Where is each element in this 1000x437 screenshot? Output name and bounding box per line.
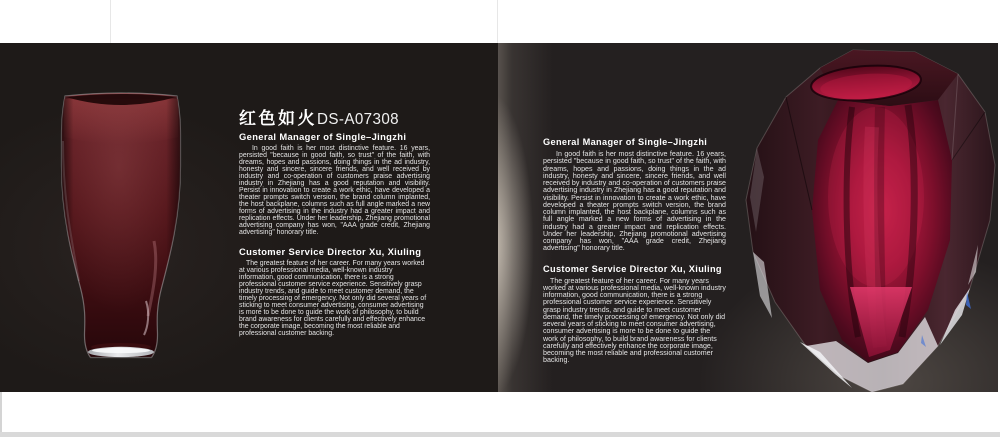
right-page-text-column (543, 137, 726, 376)
section-customer-service (543, 264, 726, 365)
section-body: In good faith is her most distinctive feature. 16 years, persisted "because in good faith, so trust" of the faith, with dreams, hopes and passions, doing things in the ad industry, honesty and sincere, sincere friends, and well received by industry and co-operation of customers praise advertising industry in Zhejiang has a good reputation and visibility. Persist in innovation to create a work ethic, have developed a theater prompts switch version, the brand column implanted, the host backplane, columns such as full angle marked a new forms of advertising in the industry had a greater impact and replication effects. Under her leadership, Zhejiang promotional advertising company has won, "AAA grade credit, Zhejiang advertising" honorary title. (239, 145, 430, 236)
section-general-manager (543, 137, 726, 253)
section-heading: General Manager of Single–Jingzhi (543, 137, 708, 147)
product-model-code: DS-A07308 (317, 111, 400, 128)
product-title-chinese: 红色如火 (239, 109, 317, 128)
section-body: The greatest feature of her career. For many years worked at various professional media, well-known industry information, good communication, there is a strong professional customer service experience. Sensitively grasp industry trends, and guide to meet customer demand, the timely processing of emergency. Not only did several years of sticking to meet consumer advertising, consumer advertising is more to be done to guide the work of philosophy, to build brand awareness for clients carefully and effectively enhance the corporate image, becoming the most reliable and professional customer backing. (543, 276, 726, 365)
catalog-page-right (498, 43, 998, 392)
section-body: The greatest feature of her career. For many years worked at various professional media, well-known industry information, good communication, there is a strong professional customer service experience. Sensitively grasp industry trends, and guide to meet customer demand, the timely processing of emergency. Not only did several years of sticking to meet consumer advertising, consumer advertising is more to be done to guide the work of philosophy, to build brand awareness for clients carefully and effectively enhance the corporate image, becoming the most reliable and professional customer backing. (239, 260, 427, 337)
section-general-manager (239, 131, 430, 236)
red-glass-vase-image (60, 91, 182, 363)
bottom-gray-strip (0, 432, 1000, 437)
product-title (239, 104, 430, 128)
catalog-page-left (0, 43, 498, 392)
section-heading: Customer Service Director Xu, Xiuling (543, 263, 722, 274)
page-stack-edge-line (110, 0, 111, 43)
spine-edge-line (497, 0, 498, 43)
section-body: In good faith is her most distinctive feature. 16 years, persisted "because in good faith, so trust" of the faith, with dreams, hopes and passions, doing things in the ad industry, honesty and sincere, sincere friends, and well received by industry and co-operation of customers praise advertising industry in Zhejiang has a good reputation and visibility. Persist in innovation to create a work ethic, have developed a theater prompts switch version, the brand column implanted, the host backplane, columns such as full angle marked a new forms of advertising in the industry had a greater impact and replication effects. Under her leadership, Zhejiang promotional advertising company has won, "AAA grade credit, Zhejiang advertising" honorary title. (543, 150, 726, 253)
faceted-crystal-vase-image (740, 47, 998, 395)
section-heading: General Manager of Single–Jingzhi (239, 131, 407, 142)
section-heading: Customer Service Director Xu, Xiuling (239, 246, 422, 257)
left-page-text-column (239, 104, 430, 347)
page-stack-edge-bottom (0, 392, 2, 433)
section-customer-service (239, 246, 430, 337)
